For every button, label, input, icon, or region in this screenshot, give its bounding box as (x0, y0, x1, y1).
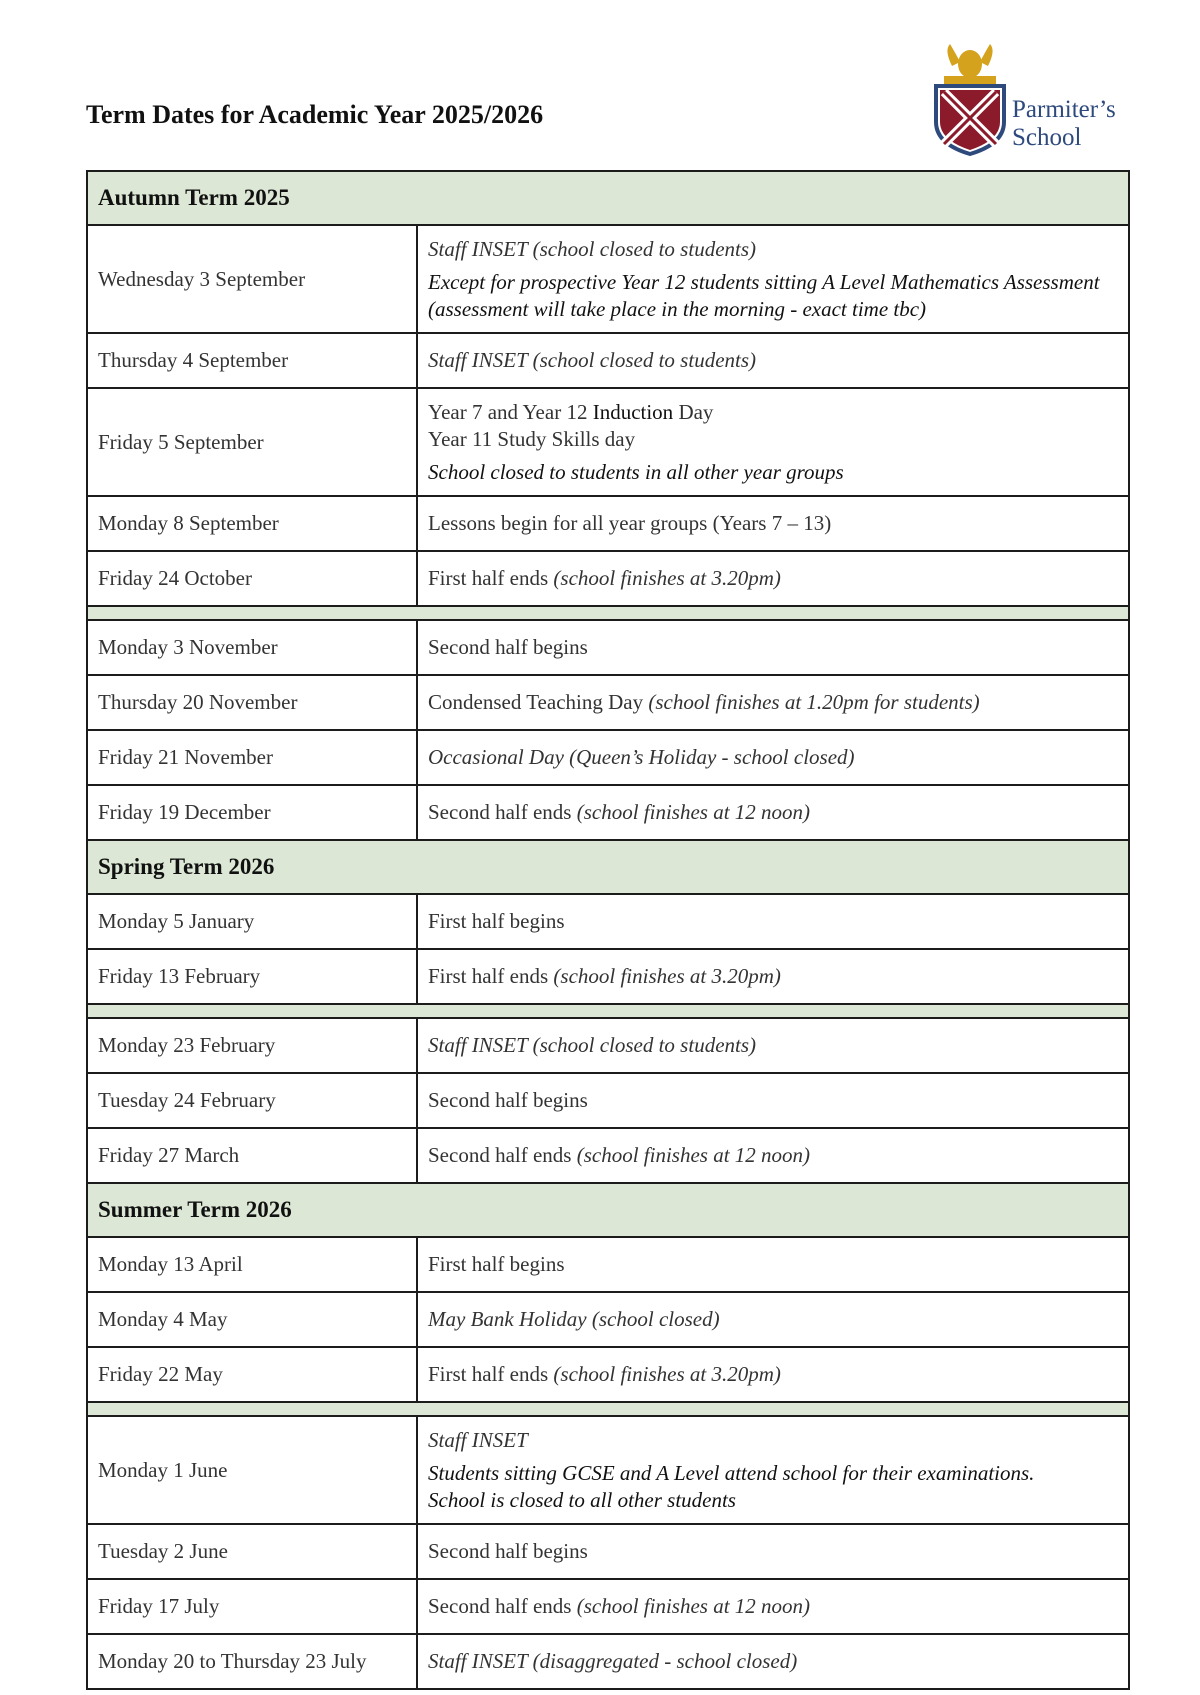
date-cell: Thursday 4 September (87, 333, 417, 388)
date-cell: Monday 13 April (87, 1237, 417, 1292)
table-row (87, 730, 1129, 785)
date-cell: Thursday 20 November (87, 675, 417, 730)
date-cell: Tuesday 24 February (87, 1073, 417, 1128)
date-cell: Friday 27 March (87, 1128, 417, 1183)
date-cell: Monday 1 June (87, 1416, 417, 1524)
table-row (87, 496, 1129, 551)
date-cell: Friday 24 October (87, 551, 417, 606)
event-text: Except for prospective Year 12 students sitting A Level Mathematics Assessment (428, 269, 1100, 294)
table-row (87, 225, 1129, 333)
term-header-row (87, 1183, 1129, 1237)
event-cell (417, 551, 1129, 606)
date-cell: Friday 17 July (87, 1579, 417, 1634)
table-row (87, 1237, 1129, 1292)
event-note: (school finishes at 3.20pm) (553, 1362, 781, 1386)
event-text: Second half ends (428, 1594, 577, 1618)
event-cell: Second half begins (417, 1073, 1129, 1128)
table-row (87, 388, 1129, 496)
event-text: Staff INSET (428, 1427, 528, 1452)
term-dates-table (86, 170, 1130, 1690)
event-text: (assessment will take place in the morning - exact time tbc) (428, 296, 927, 321)
date-cell: Monday 8 September (87, 496, 417, 551)
event-cell: Second half begins (417, 1524, 1129, 1579)
date-cell: Friday 21 November (87, 730, 417, 785)
event-text: Induction (592, 399, 674, 424)
date-cell: Friday 13 February (87, 949, 417, 1004)
table-row (87, 551, 1129, 606)
event-note: (school finishes at 12 noon) (576, 1594, 811, 1618)
date-cell: Monday 3 November (87, 620, 417, 675)
table-row (87, 1524, 1129, 1579)
event-cell (417, 949, 1129, 1004)
event-cell: May Bank Holiday (school closed) (417, 1292, 1129, 1347)
table-row (87, 1073, 1129, 1128)
event-text: Day (673, 399, 714, 424)
event-text: First half ends (428, 566, 554, 590)
event-text: Students sitting GCSE and A Level attend school for their examinations. (428, 1460, 1035, 1485)
date-cell: Friday 5 September (87, 388, 417, 496)
page-title: Term Dates for Academic Year 2025/2026 (86, 100, 544, 129)
date-cell: Friday 19 December (87, 785, 417, 840)
event-text: Second half ends (428, 1143, 577, 1167)
term-header: Spring Term 2026 (87, 840, 1129, 894)
event-cell (417, 1579, 1129, 1634)
event-text: Staff INSET (school closed to students) (428, 236, 757, 261)
table-row (87, 894, 1129, 949)
table-row (87, 1018, 1129, 1073)
half-term-separator (87, 606, 1129, 620)
table-row (87, 1347, 1129, 1402)
logo-line-1: Parmiter’s (1012, 96, 1116, 123)
event-cell: Occasional Day (Queen’s Holiday - school closed) (417, 730, 1129, 785)
table-row (87, 675, 1129, 730)
crest-icon (930, 40, 1010, 160)
event-text: Year 7 and Year 12 (428, 399, 593, 424)
event-cell (417, 388, 1129, 496)
event-cell: Staff INSET (school closed to students) (417, 333, 1129, 388)
date-cell: Monday 4 May (87, 1292, 417, 1347)
event-cell: Staff INSET (school closed to students) (417, 1018, 1129, 1073)
event-cell: First half begins (417, 894, 1129, 949)
half-term-separator (87, 1004, 1129, 1018)
table-row (87, 333, 1129, 388)
event-text: Second half ends (428, 800, 577, 824)
date-cell: Monday 5 January (87, 894, 417, 949)
event-cell (417, 1128, 1129, 1183)
event-cell: Lessons begin for all year groups (Years 7 – 13) (417, 496, 1129, 551)
event-cell: Staff INSET (disaggregated - school closed) (417, 1634, 1129, 1689)
table-row (87, 1416, 1129, 1524)
table-row (87, 1579, 1129, 1634)
date-cell: Wednesday 3 September (87, 225, 417, 333)
event-note: (school finishes at 12 noon) (576, 1143, 811, 1167)
half-term-separator (87, 1402, 1129, 1416)
date-cell: Monday 23 February (87, 1018, 417, 1073)
event-note: (school finishes at 1.20pm for students) (648, 690, 980, 714)
term-header: Autumn Term 2025 (87, 171, 1129, 225)
date-cell: Monday 20 to Thursday 23 July (87, 1634, 417, 1689)
event-note: (school finishes at 3.20pm) (553, 566, 781, 590)
table-row (87, 1128, 1129, 1183)
date-cell: Friday 22 May (87, 1347, 417, 1402)
term-header-row (87, 171, 1129, 225)
event-text: School closed to students in all other year groups (428, 459, 844, 484)
event-text: First half ends (428, 1362, 554, 1386)
logo-wordmark (1012, 96, 1116, 152)
table-row (87, 1634, 1129, 1689)
term-header-row (87, 840, 1129, 894)
term-header: Summer Term 2026 (87, 1183, 1129, 1237)
event-note: (school finishes at 12 noon) (576, 800, 811, 824)
table-row (87, 785, 1129, 840)
table-row (87, 620, 1129, 675)
logo-line-2: School (1012, 124, 1082, 151)
event-text: School is closed to all other students (428, 1487, 736, 1512)
event-cell: Second half begins (417, 620, 1129, 675)
event-cell (417, 1416, 1129, 1524)
event-note: (school finishes at 3.20pm) (553, 964, 781, 988)
date-cell: Tuesday 2 June (87, 1524, 417, 1579)
event-cell (417, 1347, 1129, 1402)
event-text: Condensed Teaching Day (428, 690, 649, 714)
table-row (87, 1292, 1129, 1347)
table-row (87, 949, 1129, 1004)
event-text: First half ends (428, 964, 554, 988)
event-text: Year 11 Study Skills day (428, 426, 636, 451)
event-cell (417, 675, 1129, 730)
school-logo (930, 40, 1130, 160)
event-cell (417, 225, 1129, 333)
event-cell (417, 785, 1129, 840)
event-cell: First half begins (417, 1237, 1129, 1292)
